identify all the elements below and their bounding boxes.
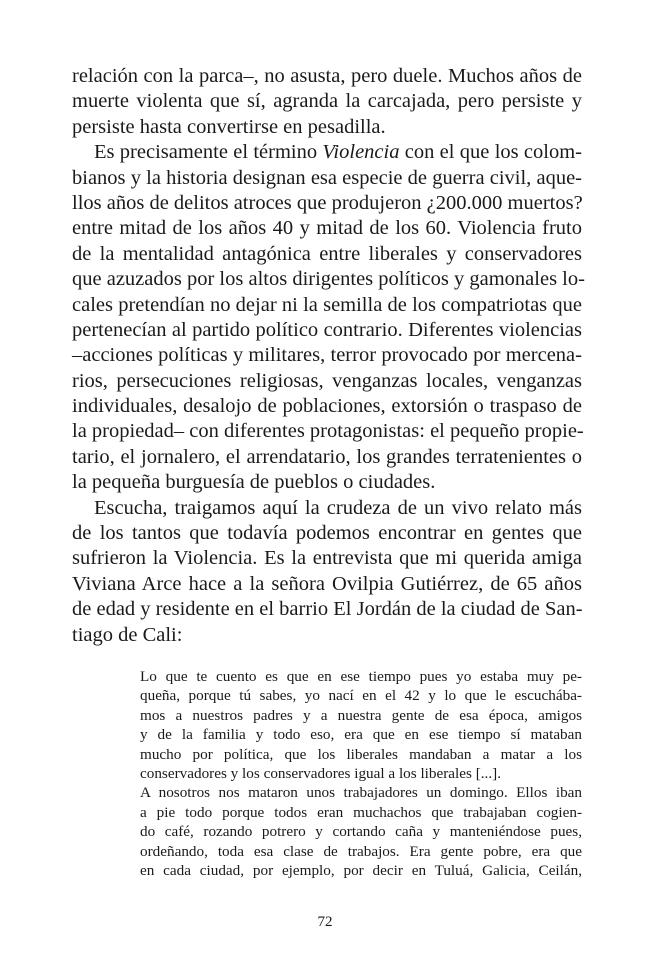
text-line: Viviana Arce hace a la señora Ovilpia Gutiérrez, de 65 años (72, 572, 582, 595)
text-line: tario, el jornalero, el arrendatario, los grandes terratenientes o (72, 445, 582, 468)
quote-line: queña, porque tú sabes, yo nací en el 42 y lo que le escuchába- (140, 687, 582, 705)
text-line: sufrieron la Violencia. Es la entrevista que mi querida amiga (72, 547, 582, 570)
text-line: bianos y la historia designan esa especie de guerra civil, aque- (72, 166, 582, 189)
text-segment: con el que los colom- (399, 141, 582, 164)
text-line: relación con la parca–, no asusta, pero duele. Muchos años de (72, 65, 582, 87)
text-line: persiste hasta convertirse en pesadilla. (72, 115, 386, 138)
text-line: de los tantos que todavía podemos encontrar en gentes que (72, 522, 582, 545)
text-line: –acciones políticas y militares, terror provocado por mercena- (72, 344, 582, 367)
quote-line: y de la familia y todo eso, era que en ese tiempo sí mataban (140, 726, 582, 744)
text-line: pertenecían al partido político contrario. Diferentes violencias (72, 318, 582, 341)
text-line: entre mitad de los años 40 y mitad de los 60. Violencia fruto (72, 217, 582, 240)
text-line: muerte violenta que sí, agranda la carcajada, pero persiste y (72, 90, 582, 113)
quote-line: ordeñando, toda esa clase de trabajos. Era gente pobre, era que (140, 842, 582, 860)
text-line: rios, persecuciones religiosas, venganzas locales, venganzas (72, 369, 582, 392)
text-line: de edad y residente en el barrio El Jordán de la ciudad de San- (72, 598, 583, 621)
text-line: Escucha, traigamos aquí la crudeza de un vivo relato más (94, 496, 582, 519)
text-line: la propiedad– con diferentes protagonistas: el pequeño propie- (72, 420, 584, 443)
quote-line: A nosotros nos mataron unos trabajadores un domingo. Ellos iban (140, 784, 582, 802)
body-text (72, 64, 585, 648)
quote-line: Lo que te cuento es que en ese tiempo pues yo estaba muy pe- (140, 668, 582, 685)
quote-line: conservadores y los conservadores igual a los liberales [...]. (140, 764, 502, 782)
text-line (72, 140, 582, 165)
text-line: tiago de Cali: (72, 623, 183, 646)
text-segment: Es precisamente el término (94, 141, 323, 164)
text-line: cales pretendían no dejar ni la semilla de los compatriotas que (72, 293, 582, 316)
quote-line: en cada ciudad, por ejemplo, por decir en Tuluá, Galicia, Ceilán, (140, 861, 582, 879)
block-quote (140, 667, 582, 880)
page-number: 72 (317, 914, 333, 930)
text-line: la pequeña burguesía de pueblos o ciudades. (72, 471, 436, 494)
text-line: individuales, desalojo de poblaciones, extorsión o traspaso de (72, 395, 582, 418)
quote-line: a pie todo porque todos eran muchachos que trabajaban cogien- (140, 803, 582, 821)
text-line: de la mentalidad antagónica entre liberales y conservadores (72, 242, 582, 265)
text-line: que azuzados por los altos dirigentes políticos y gamonales lo- (72, 268, 585, 291)
italic-term: Violencia (322, 141, 400, 164)
quote-line: mos a nuestros padres y a nuestra gente de esa época, amigos (140, 706, 582, 724)
quote-line: do café, rozando potrero y cortando caña y manteniéndose pues, (140, 823, 582, 841)
text-line: llos años de delitos atroces que produjeron ¿200.000 muertos? (72, 191, 583, 214)
quote-line: mucho por política, que los liberales mandaban a matar a los (140, 745, 582, 763)
